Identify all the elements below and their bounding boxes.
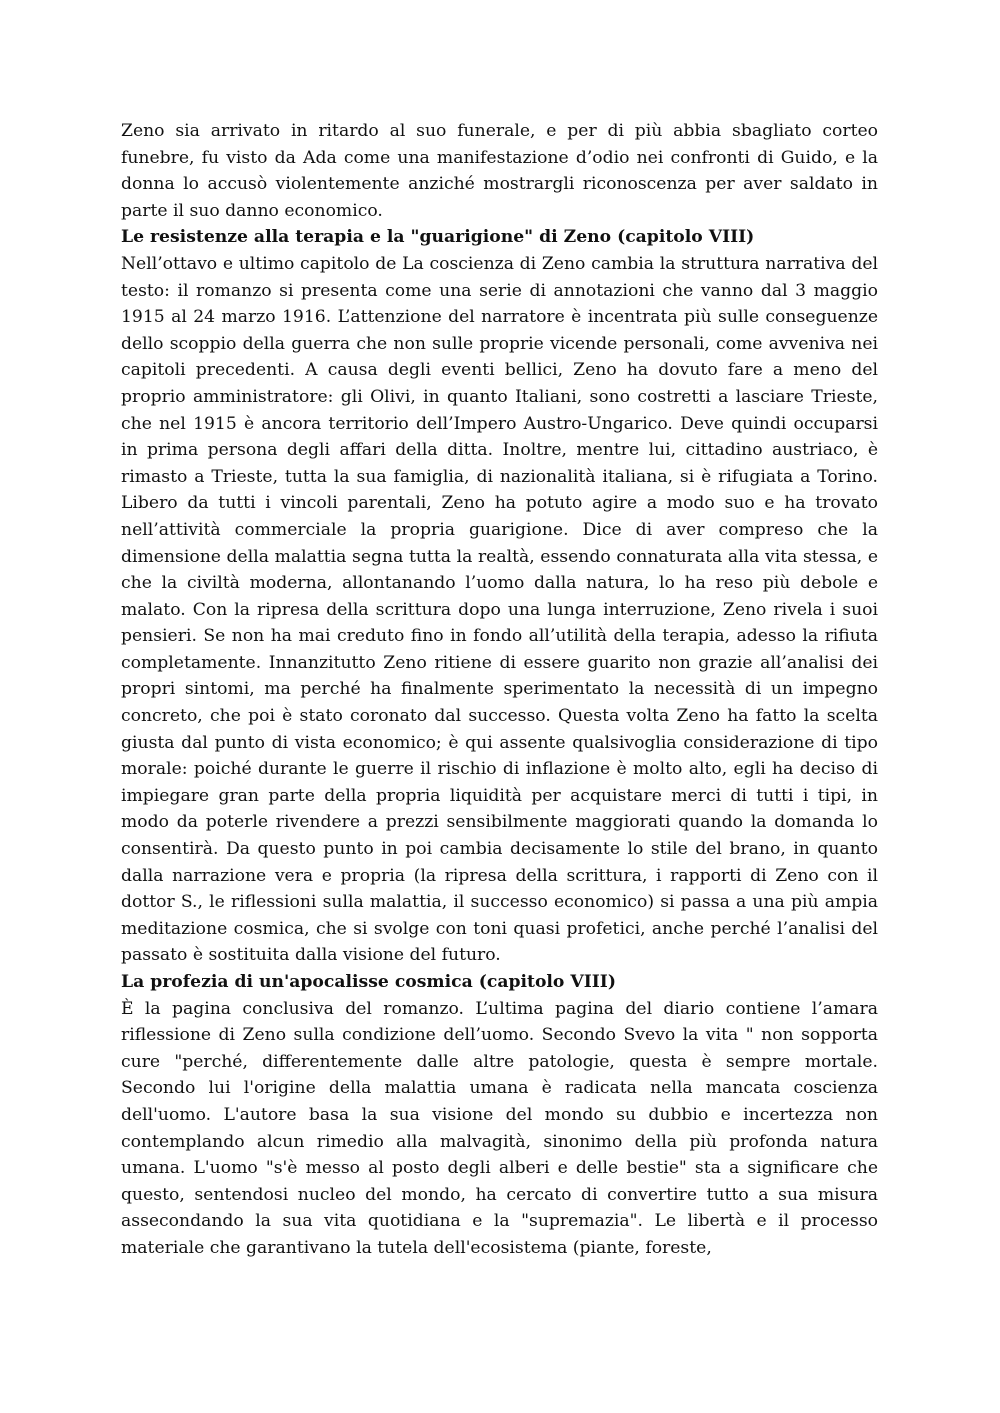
section-heading-therapy: Le resistenze alla terapia e la "guarigione" di Zeno (capitolo VIII) [121,227,755,248]
paragraph-funeral: Zeno sia arrivato in ritardo al suo funerale, e per di più abbia sbagliato corteo funebre, fu visto da Ada come una manifestazione d’odio nei confronti di Guido, e la donna lo accusò violentemente anziché mostrargli riconoscenza per aver saldato in parte il suo danno economico. [121,121,878,221]
paragraph-therapy: Nell’ottavo e ultimo capitolo de La coscienza di Zeno cambia la struttura narrativa del testo: il romanzo si presenta come una serie di annotazioni che vanno dal 3 maggio 1915 al 24 marzo 1916. L’attenzione del narratore è incentrata più sulle conseguenze dello scoppio della guerra che non sulle proprie vicende personali, come avveniva nei capitoli precedenti. A causa degli eventi bellici, Zeno ha dovuto fare a meno del proprio amministratore: gli Olivi, in quanto Italiani, sono costretti a lasciare Trieste, che nel 1915 è ancora territorio dell’Impero Austro-Ungarico. Deve quindi occuparsi in prima persona degli affari della ditta. Inoltre, mentre lui, cittadino austriaco, è rimasto a Trieste, tutta la sua famiglia, di nazionalità italiana, si è rifugiata a Torino. Libero da tutti i vincoli parentali, Zeno ha potuto agire a modo suo e ha trovato nell’attività commerciale la propria guarigione. Dice di aver compreso che la dimensione della malattia segna tutta la realtà, essendo connaturata alla vita stessa, e che la civiltà moderna, allontanando l’uomo dalla natura, lo ha reso più debole e malato. Con la ripresa della scrittura dopo una lunga interruzione, Zeno rivela i suoi pensieri. Se non ha mai creduto fino in fondo all’utilità della terapia, adesso la rifiuta completamente. Innanzitutto Zeno ritiene di essere guarito non grazie all’analisi dei propri sintomi, ma perché ha finalmente sperimentato la necessità di un impegno concreto, che poi è stato coronato dal successo. Questa volta Zeno ha fatto la scelta giusta dal punto di vista economico; è qui assente qualsivoglia considerazione di tipo morale: poiché durante le guerre il rischio di inflazione è molto alto, egli ha deciso di impiegare gran parte della propria liquidità per acquistare merci di tutti i tipi, in modo da poterle rivendere a prezzi sensibilmente maggiorati quando la domanda lo consentirà. Da questo punto in poi cambia decisamente lo stile del brano, in quanto dalla narrazione vera e propria (la ripresa della scrittura, i rapporti di Zeno con il dottor S., le riflessioni sulla malattia, il successo economico) si passa a una più ampia meditazione cosmica, che si svolge con toni quasi profetici, anche perché l’analisi del passato è sostituita dalla visione del futuro. [121,253,878,966]
section-heading-apocalypse: La profezia di un'apocalisse cosmica (capitolo VIII) [121,972,616,992]
paragraph-apocalypse: È la pagina conclusiva del romanzo. L’ultima pagina del diario contiene l’amara riflessione di Zeno sulla condizione dell’uomo. Secondo Svevo la vita " non sopporta cure "perché, differentemente dalle altre patologie, questa è sempre mortale. Secondo lui l'origine della malattia umana è radicata nella mancata coscienza dell'uomo. L'autore basa la sua visione del mondo su dubbio e incertezza non contemplando alcun rimedio alla malvagità, sinonimo della più profonda natura umana. L'uomo "s'è messo al posto degli alberi e delle bestie" sta a significare che questo, sentendosi nucleo del mondo, ha cercato di convertire tutto a sua misura assecondando la sua vita quotidiana e la "supremazia". Le libertà e il processo materiale che garantivano la tutela dell'ecosistema (piante, foreste, [121,998,878,1258]
